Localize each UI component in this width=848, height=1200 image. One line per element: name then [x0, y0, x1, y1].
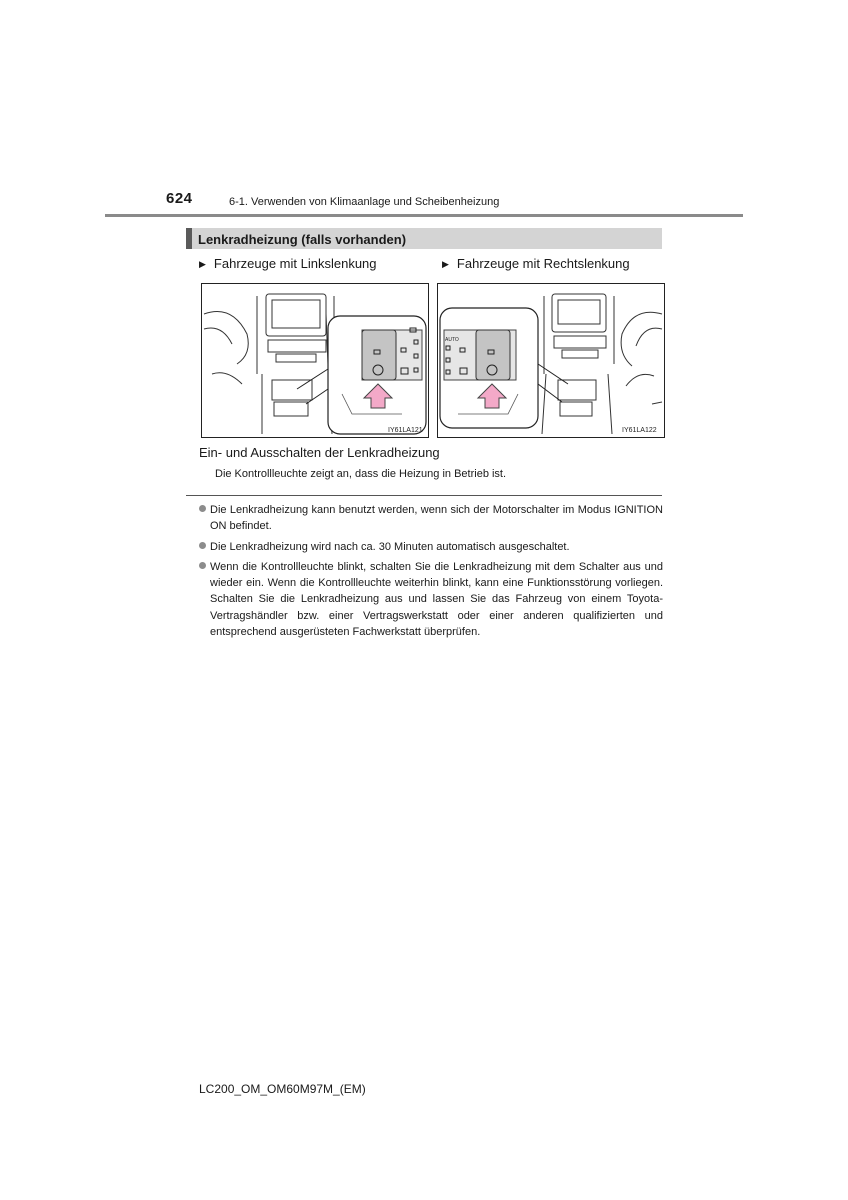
- auto-switch-label: AUTO: [445, 337, 459, 343]
- bullet-dot-icon: [199, 505, 206, 512]
- variant-label: Fahrzeuge mit Linkslenkung: [213, 256, 377, 271]
- note-item: [199, 502, 663, 535]
- variant-right-hand-drive: [442, 256, 630, 271]
- section-title: Lenkradheizung (falls vorhanden): [198, 232, 407, 247]
- dashboard-illustration: [438, 284, 664, 437]
- note-item: [199, 559, 663, 640]
- note-item: [199, 539, 663, 555]
- note-text: Wenn die Kontrollleuchte blinkt, schalten Sie die Lenkradheizung mit dem Schalter aus und wieder ein. Wenn die Kontrollleuchte weiterhin blinkt, kann eine Funktionsstörung vorliegen. Schalten Sie die Lenkradheizung aus und lassen Sie das Fahrzeug von einem Toyota-Vertragshändler bzw. einer Vertragswerkstatt oder einer anderen qualifizierten und entsprechend ausgerüsteten Fachwerkstatt überprüfen.: [210, 560, 663, 639]
- caption-title: Ein- und Ausschalten der Lenkradheizung: [199, 445, 440, 460]
- triangle-bullet-icon: ▶: [442, 259, 449, 269]
- variant-label: Fahrzeuge mit Rechtslenkung: [456, 256, 630, 271]
- figure-right-hand-drive: [437, 283, 665, 438]
- figure-left-hand-drive: [201, 283, 429, 438]
- variant-left-hand-drive: [199, 256, 377, 271]
- footer-document-code: LC200_OM_OM60M97M_(EM): [199, 1082, 366, 1096]
- notes-list: [199, 502, 663, 644]
- note-text: Die Lenkradheizung kann benutzt werden, wenn sich der Motorschalter im Modus IGNITION ON befindet.: [210, 504, 663, 533]
- triangle-bullet-icon: ▶: [199, 259, 206, 269]
- chapter-title: 6-1. Verwenden von Klimaanlage und Scheibenheizung: [229, 196, 500, 208]
- figure-code: IY61LA121: [388, 427, 423, 434]
- note-text: Die Lenkradheizung wird nach ca. 30 Minuten automatisch ausgeschaltet.: [210, 540, 570, 553]
- notes-divider: [186, 495, 662, 496]
- header-rule: [105, 214, 743, 217]
- dashboard-illustration: [202, 284, 428, 437]
- bullet-dot-icon: [199, 542, 206, 549]
- page-number: 624: [166, 190, 193, 207]
- caption-text: Die Kontrollleuchte zeigt an, dass die Heizung in Betrieb ist.: [215, 468, 507, 480]
- section-heading-accent: [186, 228, 192, 249]
- figure-code: IY61LA122: [622, 427, 657, 434]
- bullet-dot-icon: [199, 562, 206, 569]
